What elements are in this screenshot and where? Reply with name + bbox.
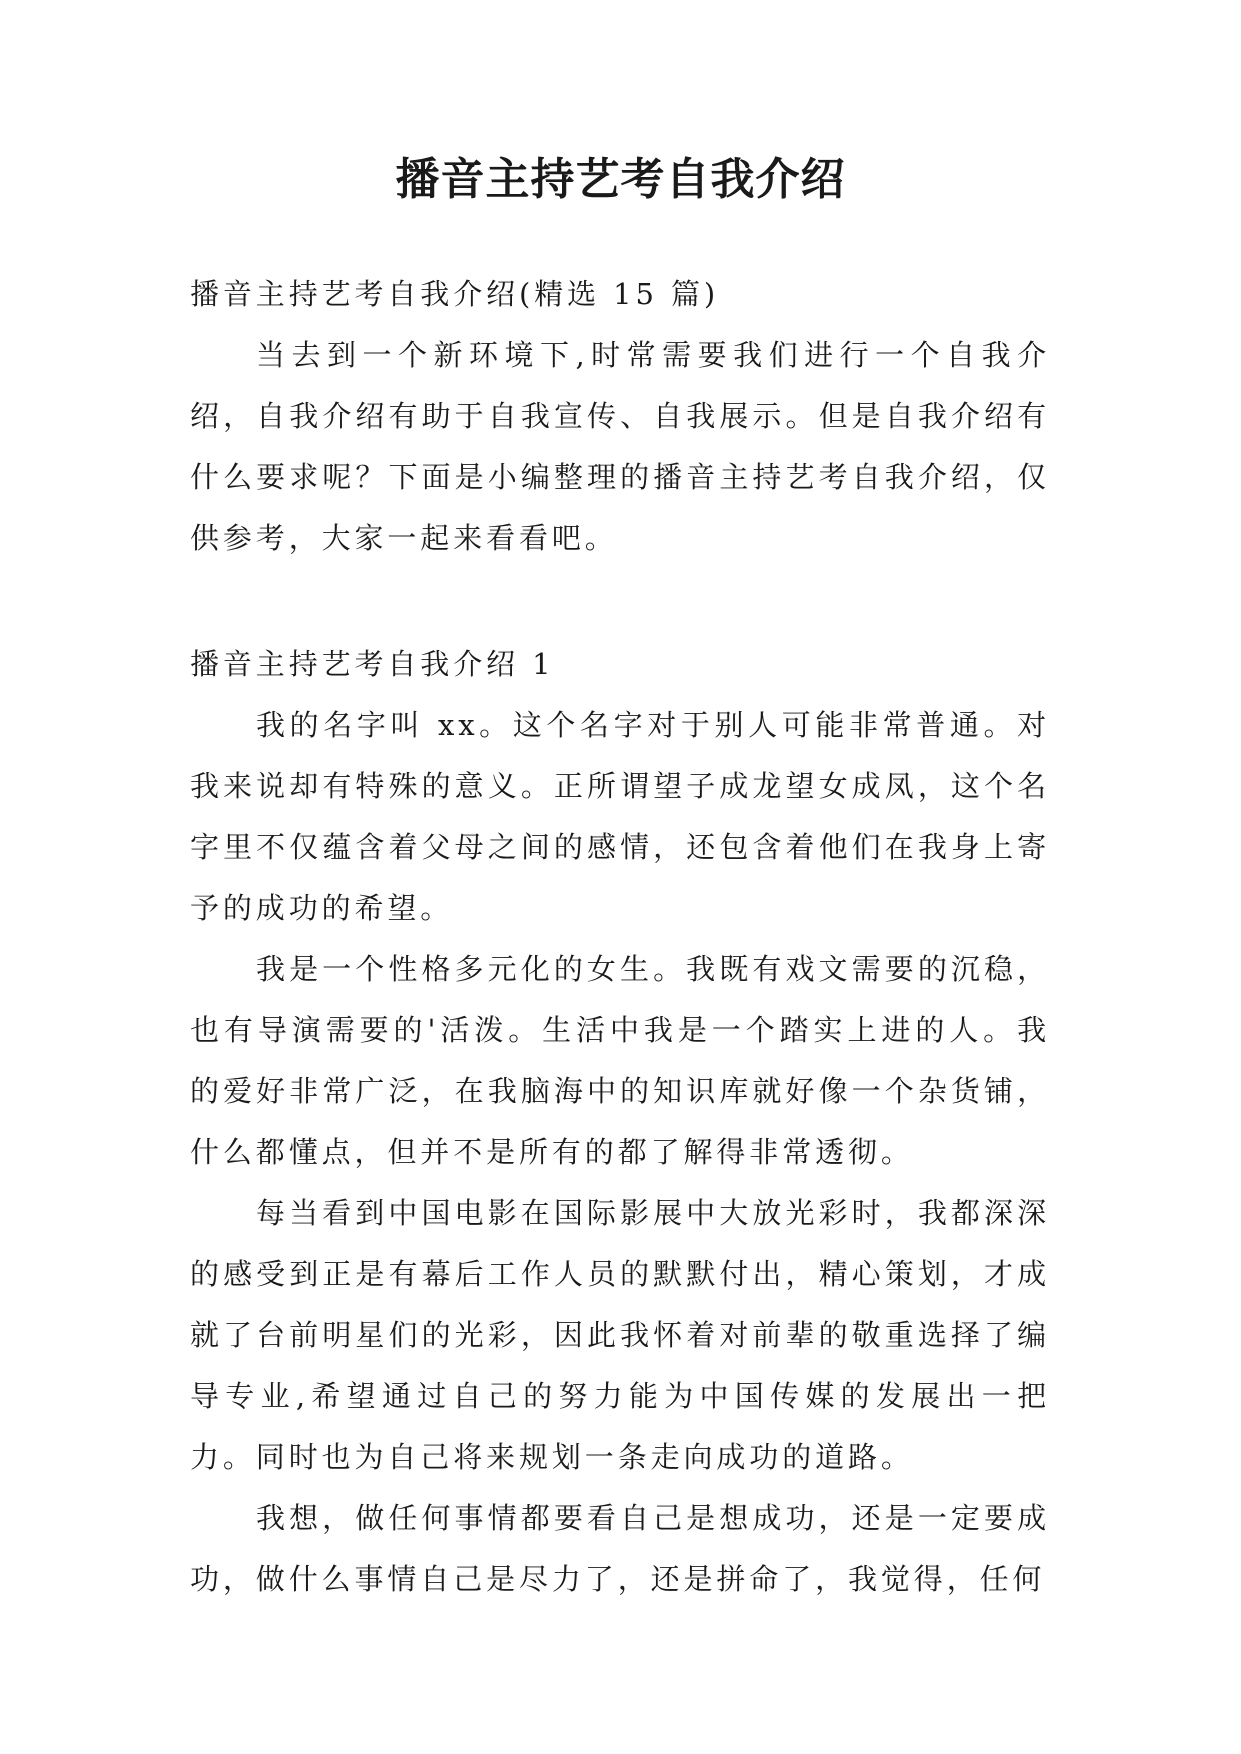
- section-paragraph: 我想，做任何事情都要看自己是想成功，还是一定要成功，做什么事情自己是尽力了，还是拼命了，我觉得，任何: [190, 1501, 1050, 1596]
- document-subtitle: 播音主持艺考自我介绍(精选 15 篇): [190, 277, 720, 311]
- document-title: 播音主持艺考自我介绍: [395, 154, 846, 205]
- section-paragraph: 每当看到中国电影在国际影展中大放光彩时，我都深深的感受到正是有幕后工作人员的默默付出，精心策划，才成就了台前明星们的光彩，因此我怀着对前辈的敬重选择了编导专业,希望通过自己的努力能为中国传媒的发展出一把力。同时也为自己将来规划一条走向成功的道路。: [190, 1196, 1050, 1474]
- section-paragraph: 我的名字叫 xx。这个名字对于别人可能非常普通。对我来说却有特殊的意义。正所谓望子成龙望女成凤，这个名字里不仅蕴含着父母之间的感情，还包含着他们在我身上寄予的成功的希望。: [190, 708, 1050, 925]
- intro-block: [190, 325, 1050, 569]
- section-paragraph: 我是一个性格多元化的女生。我既有戏文需要的沉稳，也有导演需要的'活泼。生活中我是一个踏实上进的人。我的爱好非常广泛，在我脑海中的知识库就好像一个杂货铺，什么都懂点，但并不是所有的都了解得非常透彻。: [190, 952, 1050, 1169]
- section-1: [190, 634, 1050, 1610]
- document-subtitle-block: [190, 264, 1050, 325]
- intro-paragraph: 当去到一个新环境下,时常需要我们进行一个自我介绍，自我介绍有助于自我宣传、自我展示。但是自我介绍有什么要求呢？下面是小编整理的播音主持艺考自我介绍，仅供参考，大家一起来看看吧。: [190, 338, 1050, 555]
- section-heading: 播音主持艺考自我介绍 1: [190, 647, 555, 681]
